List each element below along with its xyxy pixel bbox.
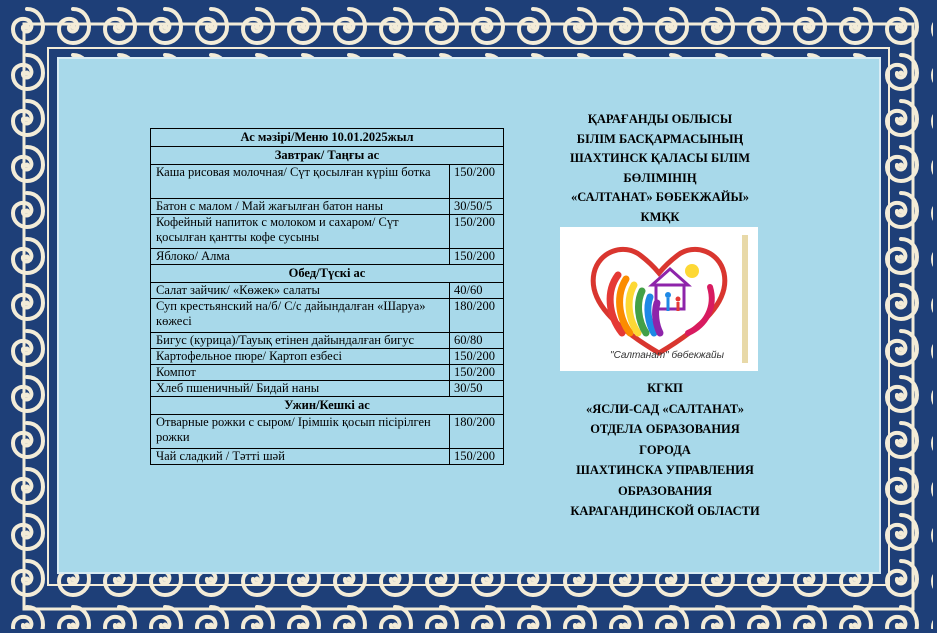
table-row (151, 299, 504, 333)
dish-name: Салат зайчик/ «Көжек» салаты (151, 283, 450, 299)
dish-qty: 150/200 (450, 449, 504, 465)
dish-name: Отварные рожки с сыром/ Ірімшік қосып пісірілген рожки (151, 415, 450, 449)
table-row (151, 449, 504, 465)
table-row (151, 283, 504, 299)
menu-table (150, 128, 504, 465)
table-row (151, 199, 504, 215)
dish-qty: 40/60 (450, 283, 504, 299)
dish-name: Батон с малом / Май жағылған батон наны (151, 199, 450, 215)
dish-name: Каша рисовая молочная/ Сүт қосылған күріш ботка (151, 165, 450, 199)
kindergarten-logo (560, 227, 758, 371)
org-kz-line: БӨЛІМІНІҢ (623, 170, 697, 185)
dish-qty: 150/200 (450, 349, 504, 365)
section-heading-row (151, 265, 504, 283)
table-row (151, 249, 504, 265)
section-heading-lunch: Обед/Түскі ас (151, 265, 504, 283)
dish-qty: 60/80 (450, 333, 504, 349)
org-name-ru (540, 378, 790, 522)
org-ru-line: «ЯСЛИ-САД «САЛТАНАТ» (585, 401, 744, 416)
dish-qty: 180/200 (450, 299, 504, 333)
section-heading-dinner: Ужин/Кешкі ас (151, 397, 504, 415)
logo-caption: "Салтанат" бөбекжайы (610, 350, 724, 361)
org-kz-line: КМҚК (640, 209, 680, 224)
org-kz-line: ҚАРАҒАНДЫ ОБЛЫСЫ (587, 112, 733, 126)
org-ru-line: КАРАГАНДИНСКОЙ ОБЛАСТИ (570, 504, 760, 518)
table-row (151, 165, 504, 199)
section-heading-row (151, 397, 504, 415)
org-ru-line: ОБРАЗОВАНИЯ (617, 483, 713, 498)
dish-name: Чай сладкий / Тәтті шәй (151, 449, 450, 465)
dish-qty: 150/200 (450, 215, 504, 249)
dish-name: Бигус (курица)/Тауық етінен дайындалған бигус (151, 333, 450, 349)
dish-name: Суп крестьянский на/б/ С/с дайындалған «Шаруа» көжесі (151, 299, 450, 333)
org-ru-line: ОТДЕЛА ОБРАЗОВАНИЯ (590, 422, 740, 436)
dish-name: Компот (151, 365, 450, 381)
dish-name: Хлеб пшеничный/ Бидай наны (151, 381, 450, 397)
table-row (151, 349, 504, 365)
menu-title-row (151, 129, 504, 147)
dish-qty: 150/200 (450, 165, 504, 199)
table-row (151, 365, 504, 381)
menu-title: Ас мәзірі/Меню 10.01.2025жыл (151, 129, 504, 147)
dish-qty: 150/200 (450, 365, 504, 381)
dish-qty: 180/200 (450, 415, 504, 449)
section-heading-breakfast: Завтрак/ Таңғы ас (151, 147, 504, 165)
table-row (151, 415, 504, 449)
dish-name: Яблоко/ Алма (151, 249, 450, 265)
org-name-kz (540, 110, 780, 227)
dish-qty: 30/50/5 (450, 199, 504, 215)
org-ru-line: ГОРОДА (639, 442, 691, 457)
org-ru-line: КГКП (647, 381, 683, 395)
dish-name: Кофейный напиток с молоком и сахаром/ Сүт қосылған қантты кофе сусыны (151, 215, 450, 249)
dish-name: Картофельное пюре/ Картоп езбесі (151, 349, 450, 365)
org-ru-line: ШАХТИНСКА УПРАВЛЕНИЯ (576, 463, 754, 477)
dish-qty: 30/50 (450, 381, 504, 397)
table-row (151, 215, 504, 249)
table-row (151, 333, 504, 349)
org-kz-line: ШАХТИНСК ҚАЛАСЫ БІЛІМ (569, 151, 751, 165)
section-heading-row (151, 147, 504, 165)
table-row (151, 381, 504, 397)
org-kz-line: «САЛТАНАТ» БӨБЕКЖАЙЫ» (570, 190, 750, 204)
dish-qty: 150/200 (450, 249, 504, 265)
org-kz-line: БІЛІМ БАСҚАРМАСЫНЫҢ (576, 131, 744, 146)
